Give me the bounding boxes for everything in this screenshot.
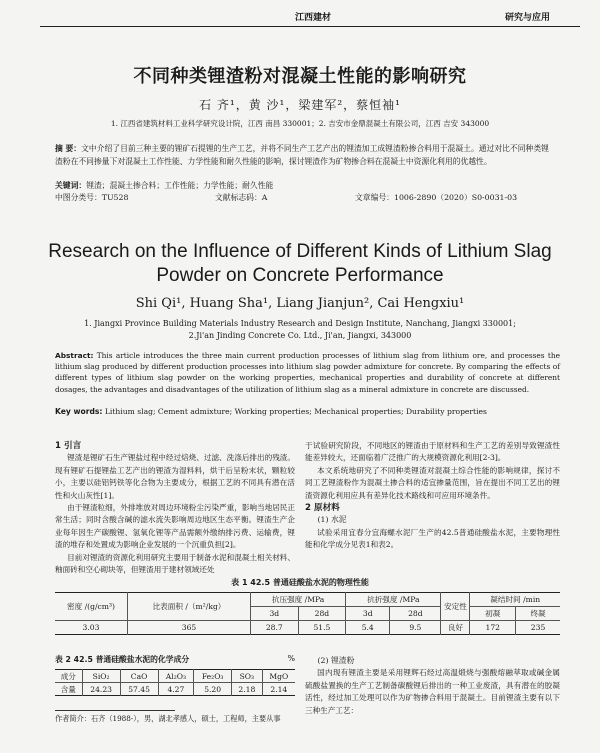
- table-header: 凝结时间 /min: [470, 593, 560, 607]
- cement-physical-properties-table: [55, 592, 560, 635]
- table-subheader: 3d: [251, 607, 299, 621]
- chinese-affiliation: 1. 江西省建筑材料工业科学研究设计院，江西 南昌 330001；2. 吉安市金鼎混凝土有限公司，江西 吉安 343000: [110, 119, 490, 128]
- chinese-title: 不同种类锂渣粉对混凝土性能的影响研究: [133, 66, 467, 87]
- english-title-line2: Powder on Concrete Performance: [156, 265, 444, 286]
- table-row-label: 含量: [55, 683, 82, 696]
- paragraph: 本文系统地研究了不同种类锂渣对混凝土综合性能的影响规律，探讨不同工艺锂渣粉作为混凝土掺合料的适宜掺量范围，旨在提出不同工艺出的锂渣资源化利用应具有差异化技术路线和可应用环境条件。: [305, 465, 560, 500]
- table-subheader: 3d: [346, 607, 390, 621]
- clc-number: 中图分类号：TU528: [55, 193, 129, 202]
- english-abstract: [55, 350, 560, 395]
- table-subheader: 28d: [298, 607, 346, 621]
- author-footnote: 作者简介：石齐（1988-），男，湖北孝感人，硕士，工程师，主要从事: [55, 714, 281, 723]
- paragraph: 目前对锂渣的资源化利用研究主要用于制备水泥和混凝土相关材料、釉面砖和空心砌块等，但锂渣用于建材领域还处: [55, 552, 295, 575]
- paragraph: 于试验研究阶段，不同地区的锂渣由于原材料和生产工艺的差别导致锂渣性能差异较大，还面临着广泛推广的大规模资源化利用[2-3]。: [305, 441, 560, 463]
- table-cell: 5.20: [194, 683, 232, 696]
- table-header: Al₂O₃: [158, 670, 194, 683]
- chinese-abstract: [55, 143, 555, 168]
- english-keywords: [55, 407, 560, 416]
- running-header: [0, 8, 600, 22]
- body-left-column: [55, 440, 295, 576]
- table-header: 抗压强度 /MPa: [251, 593, 346, 607]
- table-cell: 172: [470, 621, 516, 635]
- chinese-abstract-text: 文中介绍了目前三种主要的锂矿石提锂的生产工艺，并将不同生产工艺产出的锂渣加工成锂渣粉掺合料用于混凝土。通过对比不同种类锂渣粉在不同掺量下对混凝土工作性能、力学性能和耐久性能的影响，探讨锂渣作为矿物掺合料在混凝土中资源化利用的优越性。: [55, 144, 549, 166]
- table-cell: 28.7: [251, 621, 299, 635]
- paragraph: 试验采用宜春分宜海螺水泥厂生产的42.5普通硅酸盐水泥，主要物理性能和化学成分见表1和表2。: [305, 527, 560, 550]
- table-cell: 3.03: [55, 621, 128, 635]
- table-header: SiO₂: [82, 670, 120, 683]
- section-heading-intro: 1 引言: [55, 441, 82, 451]
- article-number: 文章编号：1006-2890（2020）S0-0031-03: [355, 193, 518, 202]
- table-header: 抗折强度 /MPa: [346, 593, 441, 607]
- english-title-line1: Research on the Influence of Different Kinds of Lithium Slag: [48, 241, 552, 262]
- english-affiliation-2: 2.Ji'an Jinding Concrete Co. Ltd., Ji'an, Jiangxi, 343000: [188, 331, 412, 340]
- table-header: 比表面积 /（m²/kg）: [128, 593, 251, 621]
- table-header: CaO: [120, 670, 158, 683]
- table-row-label: 成分: [55, 670, 82, 683]
- table-subheader: 初凝: [470, 607, 516, 621]
- english-title: [0, 240, 600, 288]
- section-heading-materials: 2 原材料: [305, 503, 340, 514]
- english-affiliation: [0, 318, 600, 342]
- table-header: 密度 /(g/cm³): [55, 593, 128, 621]
- body-right-column-lower: [305, 655, 560, 717]
- paragraph: 由于锂渣粒细，外排堆放对周边环境粉尘污染严重，影响当地居民正常生活；同时含酸含碱的滤水流失影响周边地区生态平衡。锂渣生产企业每年因生产碳酸锂、氢氧化锂等产品需额外缴纳排污费、运输费，锂渣的堆存和处置成为影响企业发展的一个沉重负担[2]。: [55, 503, 295, 550]
- classification-line: [55, 192, 555, 204]
- header-rule: [40, 26, 580, 27]
- english-keywords-text: Lithium slag; Cement admixture; Working properties; Mechanical properties; Durability properties: [104, 407, 487, 416]
- table-subheader: 终凝: [516, 607, 560, 621]
- chinese-keywords-text: 锂渣；混凝土掺合料；工作性能；力学性能；耐久性能: [86, 181, 274, 190]
- table-subheader: 28d: [390, 607, 441, 621]
- chinese-abstract-label: 摘 要：: [55, 144, 82, 153]
- table-cell: 2.18: [232, 683, 263, 696]
- table-cell: 4.27: [158, 683, 194, 696]
- table-cell: 5.4: [346, 621, 390, 635]
- cement-chemical-composition-table: [55, 669, 295, 696]
- table-header: Fe₂O₃: [194, 670, 232, 683]
- subsection-cement: (1) 水泥: [317, 515, 347, 525]
- table-cell: 2.14: [262, 683, 295, 696]
- table2-caption: [55, 654, 295, 666]
- subsection-lithium-slag: (2) 锂渣粉: [317, 656, 355, 665]
- document-code: 文献标志码：A: [215, 193, 268, 202]
- chinese-keywords-label: 关键词：: [55, 181, 87, 190]
- table-cell: 9.5: [390, 621, 441, 635]
- table-cell: 57.45: [120, 683, 158, 696]
- english-keywords-label: Key words:: [55, 407, 103, 416]
- table-cell: 24.23: [82, 683, 120, 696]
- table-header: MgO: [262, 670, 295, 683]
- chinese-keywords: [55, 180, 555, 191]
- paragraph: 锂渣是锂矿石生产锂盐过程中经过焙烧、过滤、洗涤后排出的残渣。现有锂矿石提锂盐工艺产出的锂渣为湿料料，烘干后呈粉末状，颗粒较小，主要以硅铝钙铁等化合物为主要成分，根据工艺的不同具有潜在活性和火山灰性[1]。: [55, 453, 295, 500]
- table2-unit: %: [287, 654, 295, 663]
- table2-caption-text: 表 2 42.5 普通硅酸盐水泥的化学成分: [55, 655, 190, 664]
- paragraph: 国内现有锂渣主要是采用锂辉石经过高温煅烧与强酸熔融萃取或碱金属硫酸盐置换的生产工艺制备碳酸锂后排出的一种工业废渣，具有潜在的胶凝活性，经过加工处理可以作为矿物掺合料用于混凝土。目前锂渣主要有以下三种生产工艺：: [305, 668, 560, 715]
- table-cell: 良好: [441, 621, 470, 635]
- english-authors: Shi Qi¹, Huang Sha¹, Liang Jianjun², Cai Hengxiu¹: [135, 296, 465, 311]
- english-abstract-text: This article introduces the three main current production processes of lithium slag from lithium ore, and processes the lithium slag produced by different production processes into lithium slag powder admixture for concrete. By comparing the effects of different types of lithium slag powder on the working properties, mechanical properties and durability of concrete at different dosages, the advantages and disadvantages of the utilization of lithium slag as a mineral admixture in concrete are discussed.: [55, 351, 560, 394]
- english-abstract-label: Abstract:: [55, 351, 94, 360]
- table-cell: 51.5: [298, 621, 346, 635]
- body-right-column: [305, 440, 560, 552]
- table1-caption: 表 1 42.5 普通硅酸盐水泥的物理性能: [231, 578, 369, 587]
- footnote-rule: [55, 710, 175, 711]
- table-cell: 235: [516, 621, 560, 635]
- chinese-authors: 石 齐¹，黄 沙¹，梁建军²，蔡恒袖¹: [199, 98, 401, 112]
- table-header: SO₃: [232, 670, 263, 683]
- english-affiliation-1: 1. Jiangxi Province Building Materials Industry Research and Design Institute, Nanchang, Jiangxi 330001;: [84, 319, 516, 328]
- journal-name: 江西建材: [295, 13, 332, 23]
- table-cell: 365: [128, 621, 251, 635]
- section-name: 研究与应用: [505, 13, 551, 23]
- table-header: 安定性: [441, 593, 470, 621]
